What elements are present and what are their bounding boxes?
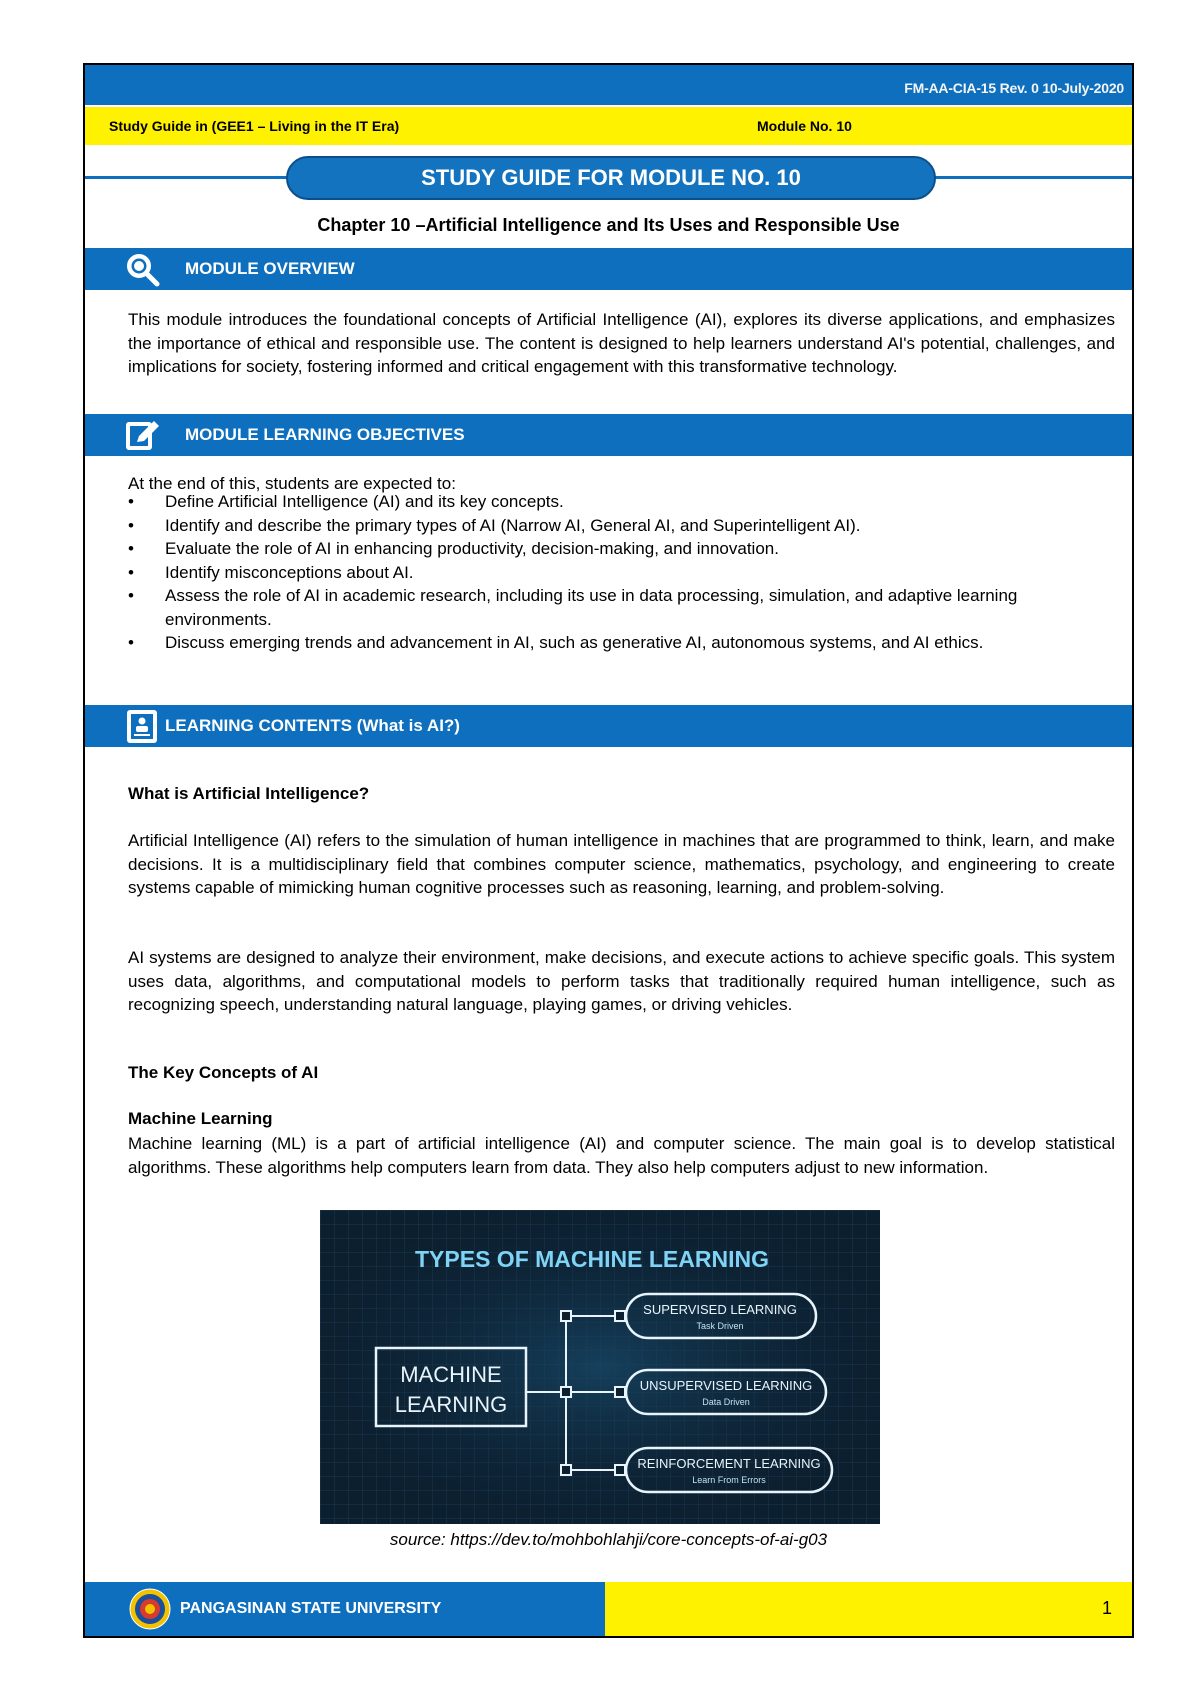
objectives-section-bar: [85, 414, 1132, 456]
document-icon: [123, 707, 161, 745]
university-name: PANGASINAN STATE UNIVERSITY: [180, 1600, 442, 1617]
list-item: • Evaluate the role of AI in enhancing productivity, decision-making, and innovation.: [128, 537, 1118, 561]
list-item: • Identify misconceptions about AI.: [128, 561, 1118, 585]
ml-types-figure: [320, 1210, 880, 1524]
type-sub: Task Driven: [696, 1321, 744, 1331]
list-item: • Assess the role of AI in academic research, including its use in data processing, simulation, and adaptive learning environments.: [128, 584, 1118, 631]
overview-section-bar: [85, 248, 1132, 290]
ml-types-diagram: [320, 1210, 880, 1524]
figure-title: TYPES OF MACHINE LEARNING: [415, 1246, 769, 1272]
chapter-title: Chapter 10 –Artificial Intelligence and Its Uses and Responsible Use: [317, 215, 900, 235]
ai-systems-text: AI systems are designed to analyze their environment, make decisions, and execute actions to achieve specific goals. This system uses data, algorithms, and computational models to perform tasks that traditionally required human intelligence, such as recognizing speech, understanding natural language, playing games, or driving vehicles.: [128, 948, 1115, 1014]
type-name: REINFORCEMENT LEARNING: [637, 1456, 821, 1471]
figure-caption: source: https://dev.to/mohbohlahji/core-concepts-of-ai-g03: [389, 1530, 828, 1549]
machine-learning-heading: Machine Learning: [128, 1109, 273, 1128]
list-item: • Identify and describe the primary types of AI (Narrow AI, General AI, and Superintelligent AI).: [128, 514, 1118, 538]
page-number: 1: [1101, 1598, 1112, 1618]
type-sub: Learn From Errors: [692, 1475, 766, 1485]
key-concepts-heading: The Key Concepts of AI: [128, 1063, 319, 1082]
contents-heading: LEARNING CONTENTS (What is AI?): [165, 716, 460, 735]
type-name: UNSUPERVISED LEARNING: [639, 1378, 813, 1393]
overview-heading: MODULE OVERVIEW: [185, 259, 355, 278]
form-code: FM-AA-CIA-15 Rev. 0 10-July-2020: [904, 80, 1124, 96]
list-item: • Discuss emerging trends and advancement in AI, such as generative AI, autonomous systems, and AI ethics.: [128, 631, 1118, 655]
course-label: Study Guide in (GEE1 – Living in the IT Era): [109, 118, 400, 134]
header-course-bar: [85, 107, 1132, 145]
list-item: • Define Artificial Intelligence (AI) and its key concepts.: [128, 490, 1118, 514]
edit-icon: [123, 416, 161, 454]
type-name: SUPERVISED LEARNING: [643, 1302, 797, 1317]
center-label-line1: MACHINE: [400, 1362, 502, 1387]
footer-page-bar: [605, 1582, 1132, 1636]
footer-bar: [85, 1582, 605, 1636]
type-sub: Data Driven: [702, 1397, 750, 1407]
objectives-list: [128, 490, 1118, 655]
center-label-line2: LEARNING: [394, 1392, 508, 1417]
module-number: Module No. 10: [757, 118, 852, 134]
university-seal-icon: [129, 1588, 171, 1630]
overview-text: This module introduces the foundational concepts of Artificial Intelligence (AI), explores its diverse applications, and emphasizes the importance of ethical and responsible use. The content is designed to help learners understand AI's potential, challenges, and implications for society, fostering informed and critical engagement with this transformative technology.: [128, 310, 1115, 376]
contents-section-bar: [85, 705, 1132, 747]
ai-definition-text: Artificial Intelligence (AI) refers to the simulation of human intelligence in machines that are programmed to think, learn, and make decisions. It is a multidisciplinary field that combines computer science, mathematics, psychology, and engineering to create systems capable of mimicking human cognitive processes such as reasoning, learning, and problem-solving.: [128, 831, 1115, 897]
machine-learning-text: Machine learning (ML) is a part of artificial intelligence (AI) and computer science. The main goal is to develop statistical algorithms. These algorithms help computers learn from data. They also help computers adjust to new information.: [128, 1134, 1115, 1177]
objectives-heading: MODULE LEARNING OBJECTIVES: [185, 425, 465, 444]
objectives-intro: At the end of this, students are expected to:: [128, 474, 456, 493]
what-is-ai-heading: What is Artificial Intelligence?: [128, 784, 370, 803]
page-title: STUDY GUIDE FOR MODULE NO. 10: [286, 156, 936, 200]
magnifier-icon: [123, 250, 161, 288]
